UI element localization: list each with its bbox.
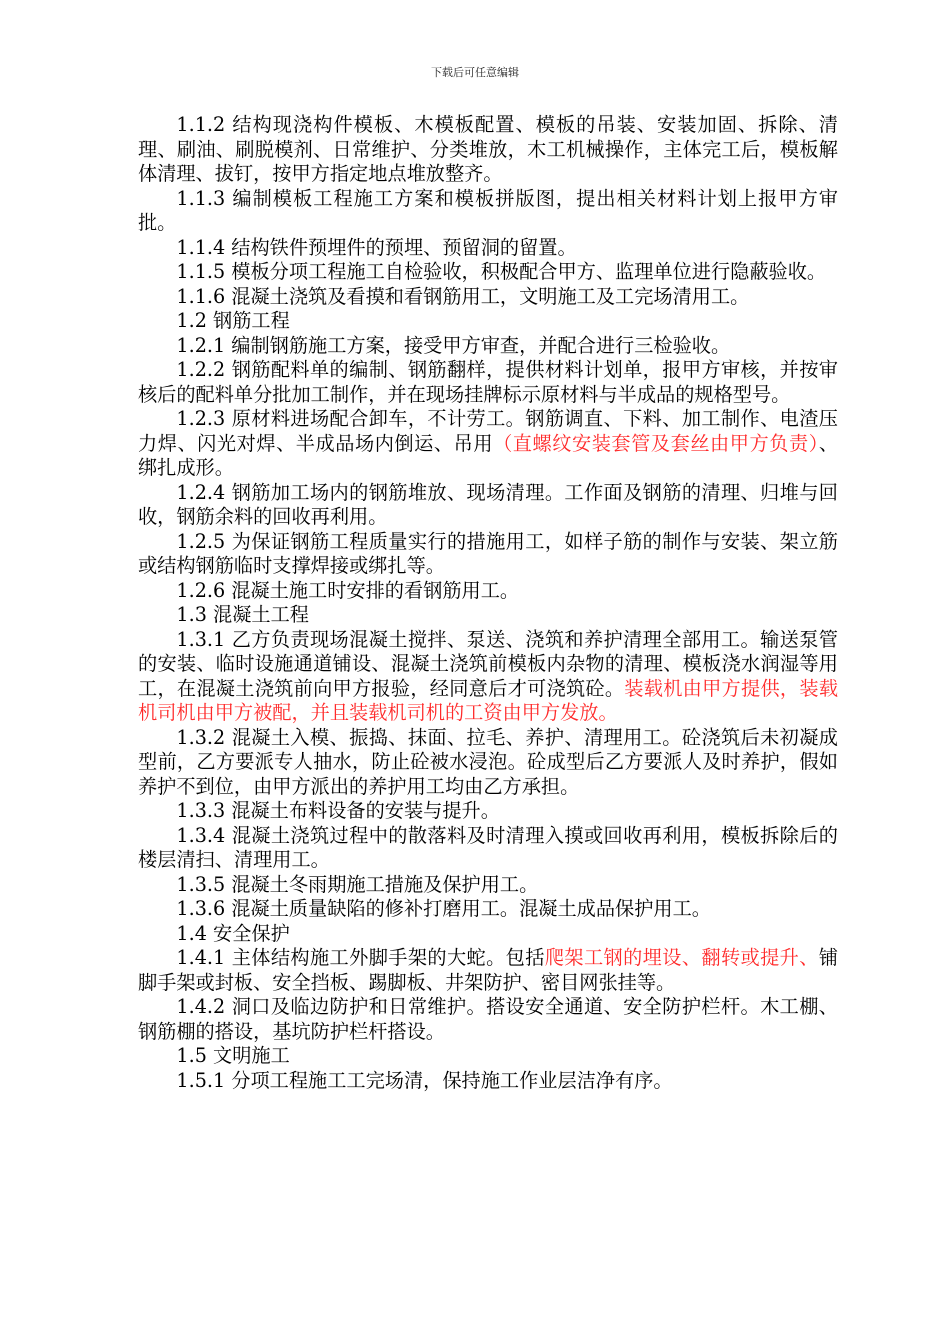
highlighted-text: 爬架工钢的埋设、翻转或提升、 <box>544 946 819 969</box>
page-header: 下载后可任意编辑 <box>431 66 519 79</box>
section-heading-1-4: 1.4 安全保护 <box>176 921 290 945</box>
paragraph-1-2-2: 1.2.2 钢筋配料单的编制、钢筋翻样，提供材料计划单，报甲方审核，并按审核后的配料单分批加工制作，并在现场挂牌标示原材料与半成品的规格型号。 <box>138 358 838 406</box>
section-heading-1-5: 1.5 文明施工 <box>176 1044 290 1067</box>
paragraph-1-2-1: 1.2.1 编制钢筋施工方案，接受甲方审查，并配合进行三检验收。 <box>176 333 731 357</box>
highlighted-text: 装载机由甲方提供，装载机司机由甲方被配，并且装载机司机的工资由甲方发放。 <box>138 676 839 724</box>
highlighted-text: （直螺纹安装套管及套丝由甲方负责） <box>493 431 819 455</box>
paragraph-1-2-5: 1.2.5 为保证钢筋工程质量实行的措施用工，如样子筋的制作与安装、架立筋或结构钢筋临时支撑焊接或绑扎等。 <box>138 529 838 577</box>
section-heading-1-3: 1.3 混凝土工程 <box>176 603 309 626</box>
paragraph-1-1-2: 1.1.2 结构现浇构件模板、木模板配置、模板的吊装、安装加固、拆除、清理、刷油、刷脱模剂、日常维护、分类堆放，木工机械操作，主体完工后，模板解体清理、拔钉，按甲方指定地点堆放整齐。 <box>138 113 838 185</box>
document-body <box>138 113 838 1093</box>
paragraph-1-3-3: 1.3.3 混凝土布料设备的安装与提升。 <box>176 799 500 822</box>
paragraph-text: 1.3.1 乙方负责现场混凝土搅拌、泵送、浇筑和养护清理全部用工。输送泵管的安装、临时设施通道铺设、混凝土浇筑前模板内杂物的清理、模板浇水润湿等用工，在混凝土浇筑前向甲方报验，经同意后才可浇筑砼。 <box>138 627 838 700</box>
paragraph-1-1-4: 1.1.4 结构铁件预埋件的预埋、预留洞的留置。 <box>176 235 577 259</box>
paragraph-1-3-6: 1.3.6 混凝土质量缺陷的修补打磨用工。混凝土成品保护用工。 <box>176 897 711 920</box>
paragraph-1-3-2: 1.3.2 混凝土入模、振捣、抹面、拉毛、养护、清理用工。砼浇筑后未初凝成型前，乙方要派专人抽水，防止砼被水浸泡。砼成型后乙方要派人及时养护，假如养护不到位，由甲方派出的养护用工均由乙方承担。 <box>138 725 838 798</box>
paragraph-text: 铺脚手架或封板、安全挡板、踢脚板、井架防护、密目网张挂等。 <box>138 946 839 994</box>
paragraph-1-4-1 <box>138 946 838 995</box>
paragraph-1-1-5: 1.1.5 模板分项工程施工自检验收，积极配合甲方、监理单位进行隐蔽验收。 <box>176 260 827 283</box>
paragraph-1-5-1: 1.5.1 分项工程施工工完场清，保持施工作业层洁净有序。 <box>176 1068 673 1092</box>
paragraph-1-3-5: 1.3.5 混凝土冬雨期施工措施及保护用工。 <box>176 872 539 896</box>
paragraph-1-4-2: 1.4.2 洞口及临边防护和日常维护。搭设安全通道、安全防护栏杆。木工棚、钢筋棚的搭设，基坑防护栏杆搭设。 <box>138 995 838 1043</box>
paragraph-1-1-6: 1.1.6 混凝土浇筑及看摸和看钢筋用工，文明施工及工完场清用工。 <box>176 284 750 308</box>
paragraph-text: 1.2.3 原材料进场配合卸车，不计劳工。钢筋调直、下料、加工制作、电渣压力焊、闪光对焊、半成品场内倒运、吊用 <box>138 407 838 455</box>
paragraph-text: 1.4.1 主体结构施工外脚手架的大蛇。包括 <box>176 946 545 969</box>
paragraph-1-1-3: 1.1.3 编制模板工程施工方案和模板拼版图，提出相关材料计划上报甲方审批。 <box>138 186 838 234</box>
paragraph-text: 、绑扎成形。 <box>138 431 839 479</box>
paragraph-1-3-1 <box>138 628 838 726</box>
paragraph-1-2-4: 1.2.4 钢筋加工场内的钢筋堆放、现场清理。工作面及钢筋的清理、归堆与回收，钢筋余料的回收再利用。 <box>138 480 838 528</box>
paragraph-1-3-4: 1.3.4 混凝土浇筑过程中的散落料及时清理入摸或回收再利用，模板拆除后的楼层清扫、清理用工。 <box>138 823 838 871</box>
paragraph-1-2-3 <box>138 407 838 481</box>
paragraph-1-2-6: 1.2.6 混凝土施工时安排的看钢筋用工。 <box>176 578 520 602</box>
section-heading-1-2: 1.2 钢筋工程 <box>176 309 290 332</box>
